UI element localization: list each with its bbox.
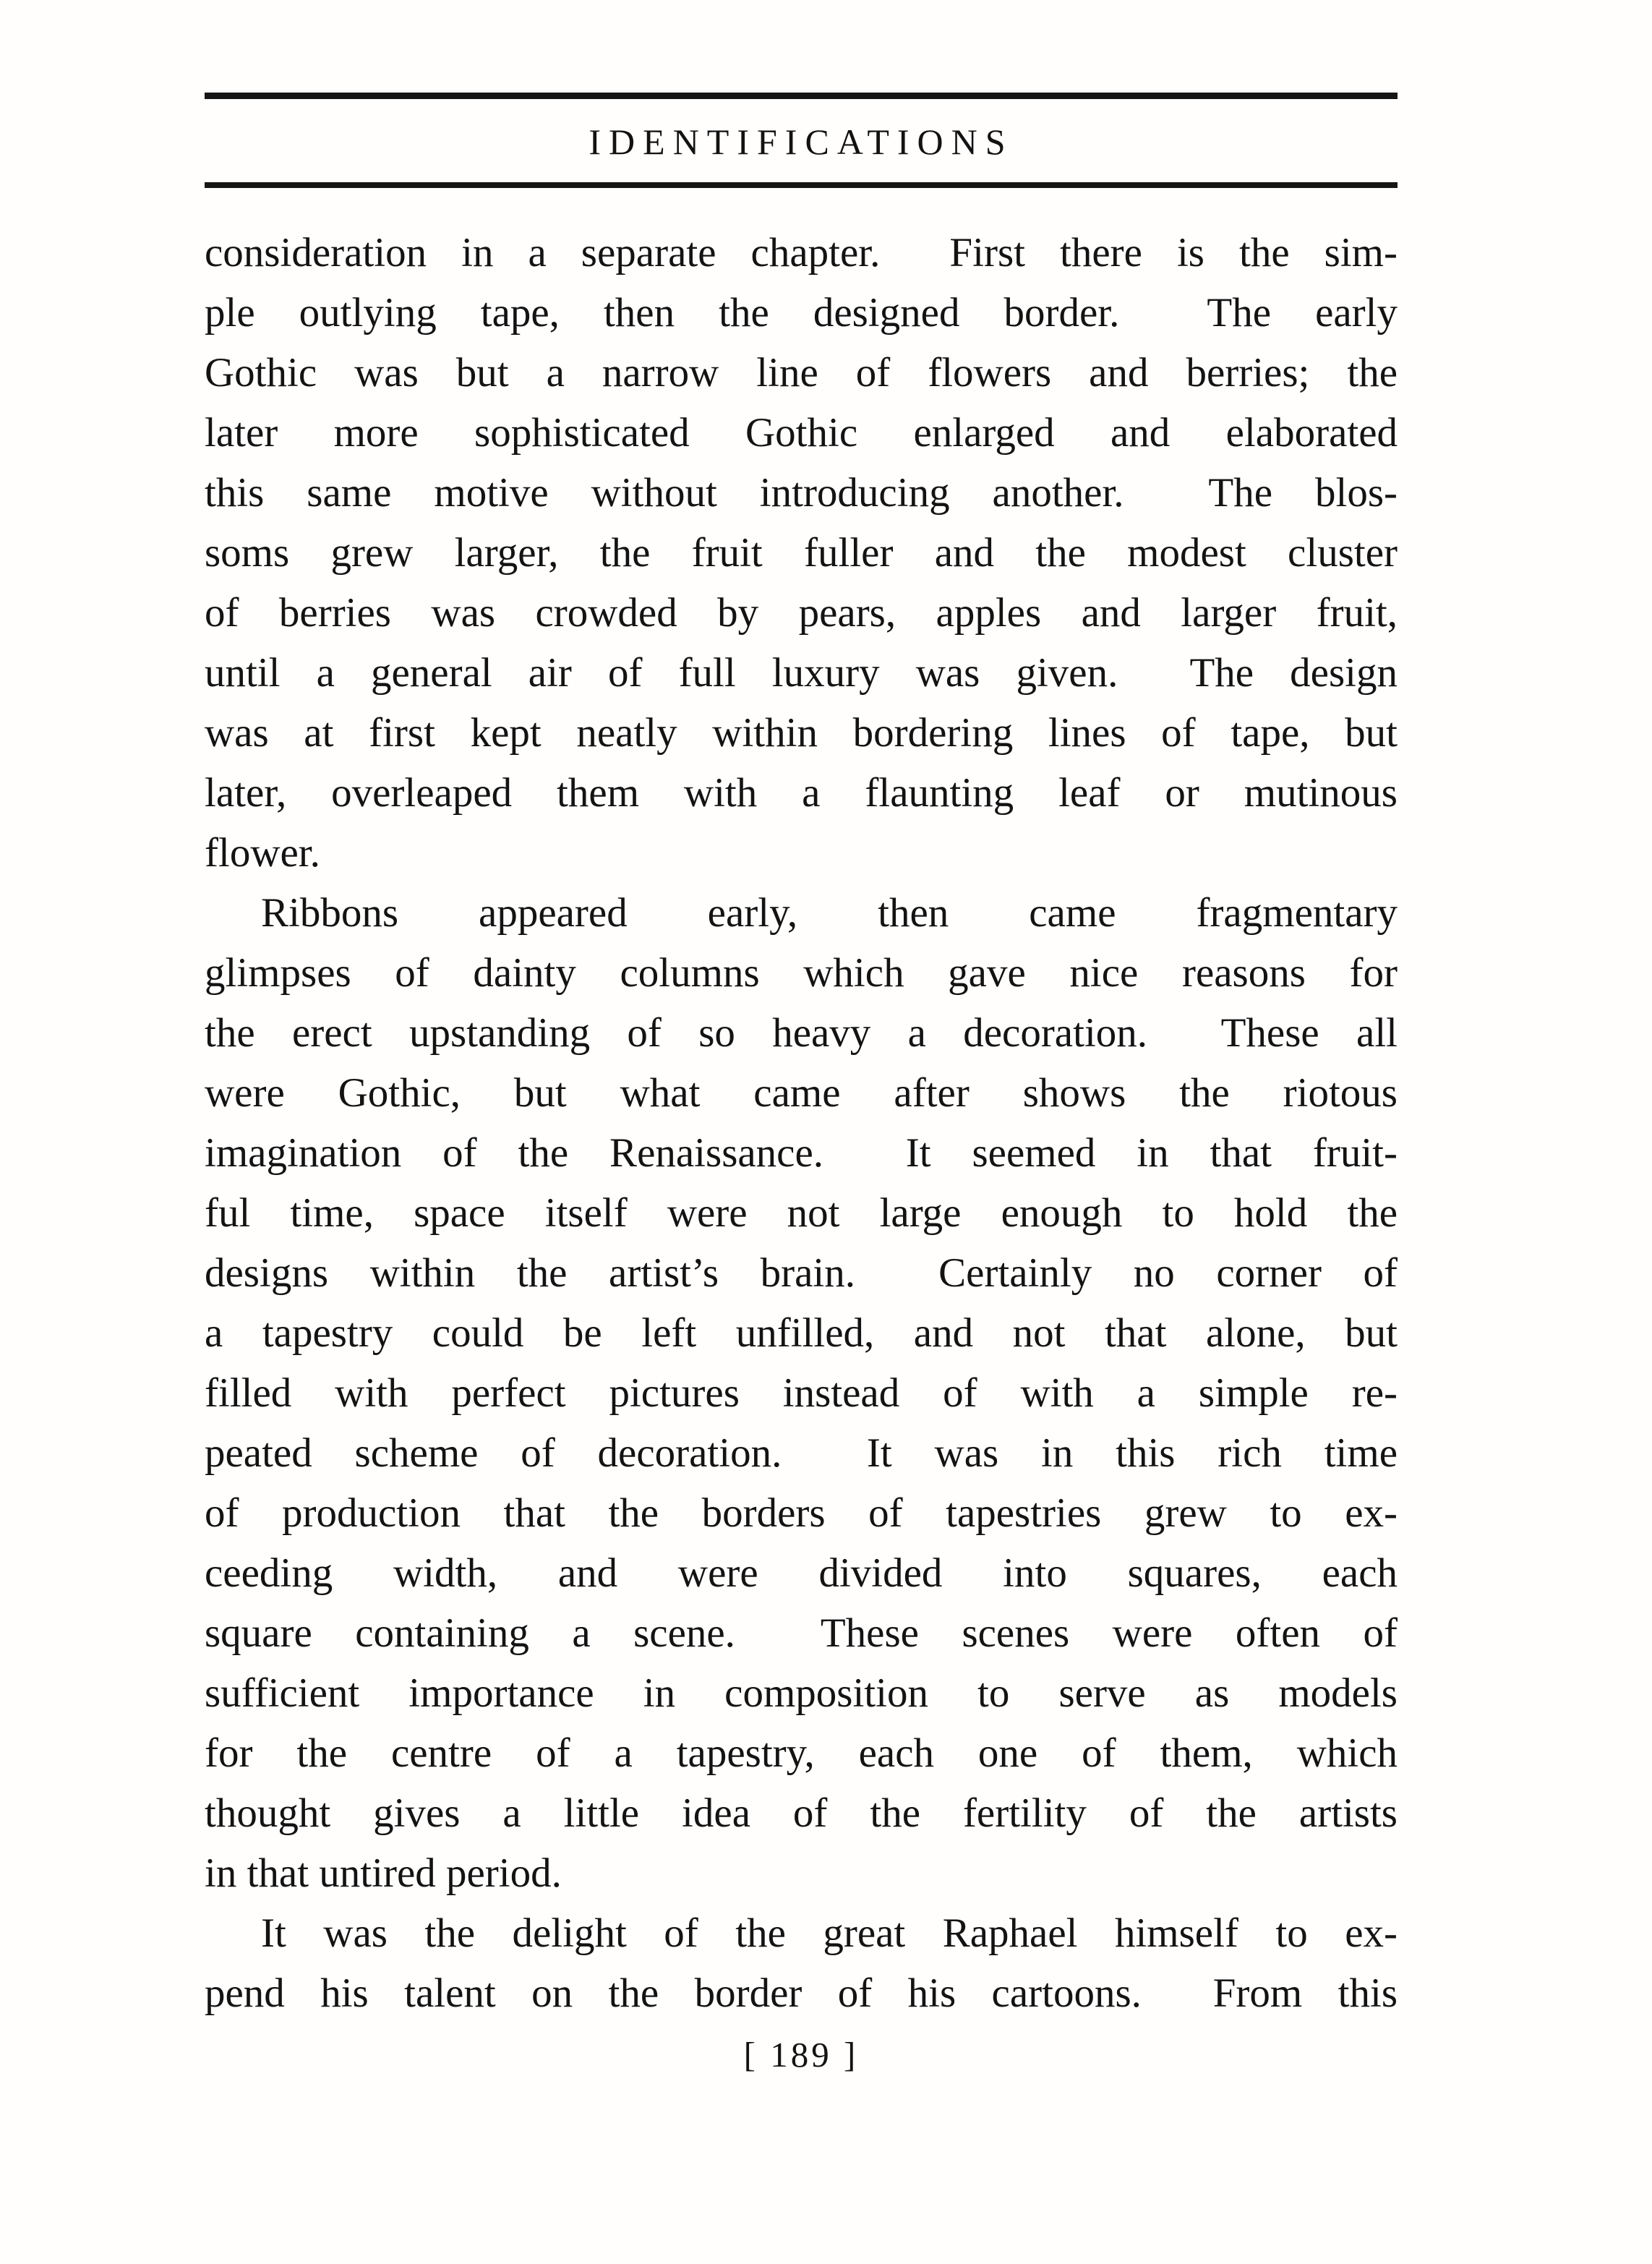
text-line: peated scheme of decoration. It was in this rich time — [205, 1430, 1398, 1476]
text-line: It was the delight of the great Raphael himself to ex- — [261, 1910, 1398, 1956]
text-line: in that untired period. — [205, 1850, 562, 1896]
text-line: filled with perfect pictures instead of with a simple re- — [205, 1370, 1398, 1416]
text-line: square containing a scene. These scenes were often of — [205, 1610, 1398, 1656]
header-rule-top — [205, 93, 1398, 99]
text-line: sufficient importance in composition to serve as models — [205, 1670, 1398, 1716]
text-line: later more sophisticated Gothic enlarged and elaborated — [205, 410, 1398, 456]
text-line: glimpses of dainty columns which gave nice reasons for — [205, 950, 1398, 996]
text-line: until a general air of full luxury was given. The design — [205, 650, 1398, 696]
header-rule-bottom — [205, 182, 1398, 188]
text-line: Ribbons appeared early, then came fragmentary — [261, 890, 1398, 936]
text-line: ceeding width, and were divided into squares, each — [205, 1550, 1398, 1596]
text-line: thought gives a little idea of the fertility of the artists — [205, 1790, 1398, 1836]
text-line: was at first kept neatly within bordering lines of tape, but — [205, 710, 1398, 756]
text-line: imagination of the Renaissance. It seemed in that fruit- — [205, 1130, 1398, 1176]
text-line: consideration in a separate chapter. First there is the sim- — [205, 230, 1398, 275]
text-line: pend his talent on the border of his cartoons. From this — [205, 1970, 1398, 2016]
text-line: a tapestry could be left unfilled, and not that alone, but — [205, 1310, 1398, 1356]
text-line: this same motive without introducing another. The blos- — [205, 470, 1398, 516]
text-line: soms grew larger, the fruit fuller and the modest cluster — [205, 530, 1398, 576]
text-line: later, overleaped them with a flaunting leaf or mutinous — [205, 770, 1398, 816]
text-line: ful time, space itself were not large enough to hold the — [205, 1190, 1398, 1236]
text-line: ple outlying tape, then the designed border. The early — [205, 290, 1398, 336]
text-line: were Gothic, but what came after shows the riotous — [205, 1070, 1398, 1116]
text-line: Gothic was but a narrow line of flowers and berries; the — [205, 350, 1398, 396]
body-text — [205, 223, 1398, 2023]
text-line: of berries was crowded by pears, apples and larger fruit, — [205, 590, 1398, 636]
text-line: for the centre of a tapestry, each one of them, which — [205, 1730, 1398, 1776]
text-line: designs within the artist’s brain. Certainly no corner of — [205, 1250, 1398, 1296]
text-line: of production that the borders of tapestries grew to ex- — [205, 1490, 1398, 1536]
text-line: flower. — [205, 830, 320, 876]
running-header-title: IDENTIFICATIONS — [589, 121, 1014, 162]
text-line: the erect upstanding of so heavy a decoration. These all — [205, 1010, 1398, 1056]
page-number: [ 189 ] — [743, 2035, 859, 2075]
